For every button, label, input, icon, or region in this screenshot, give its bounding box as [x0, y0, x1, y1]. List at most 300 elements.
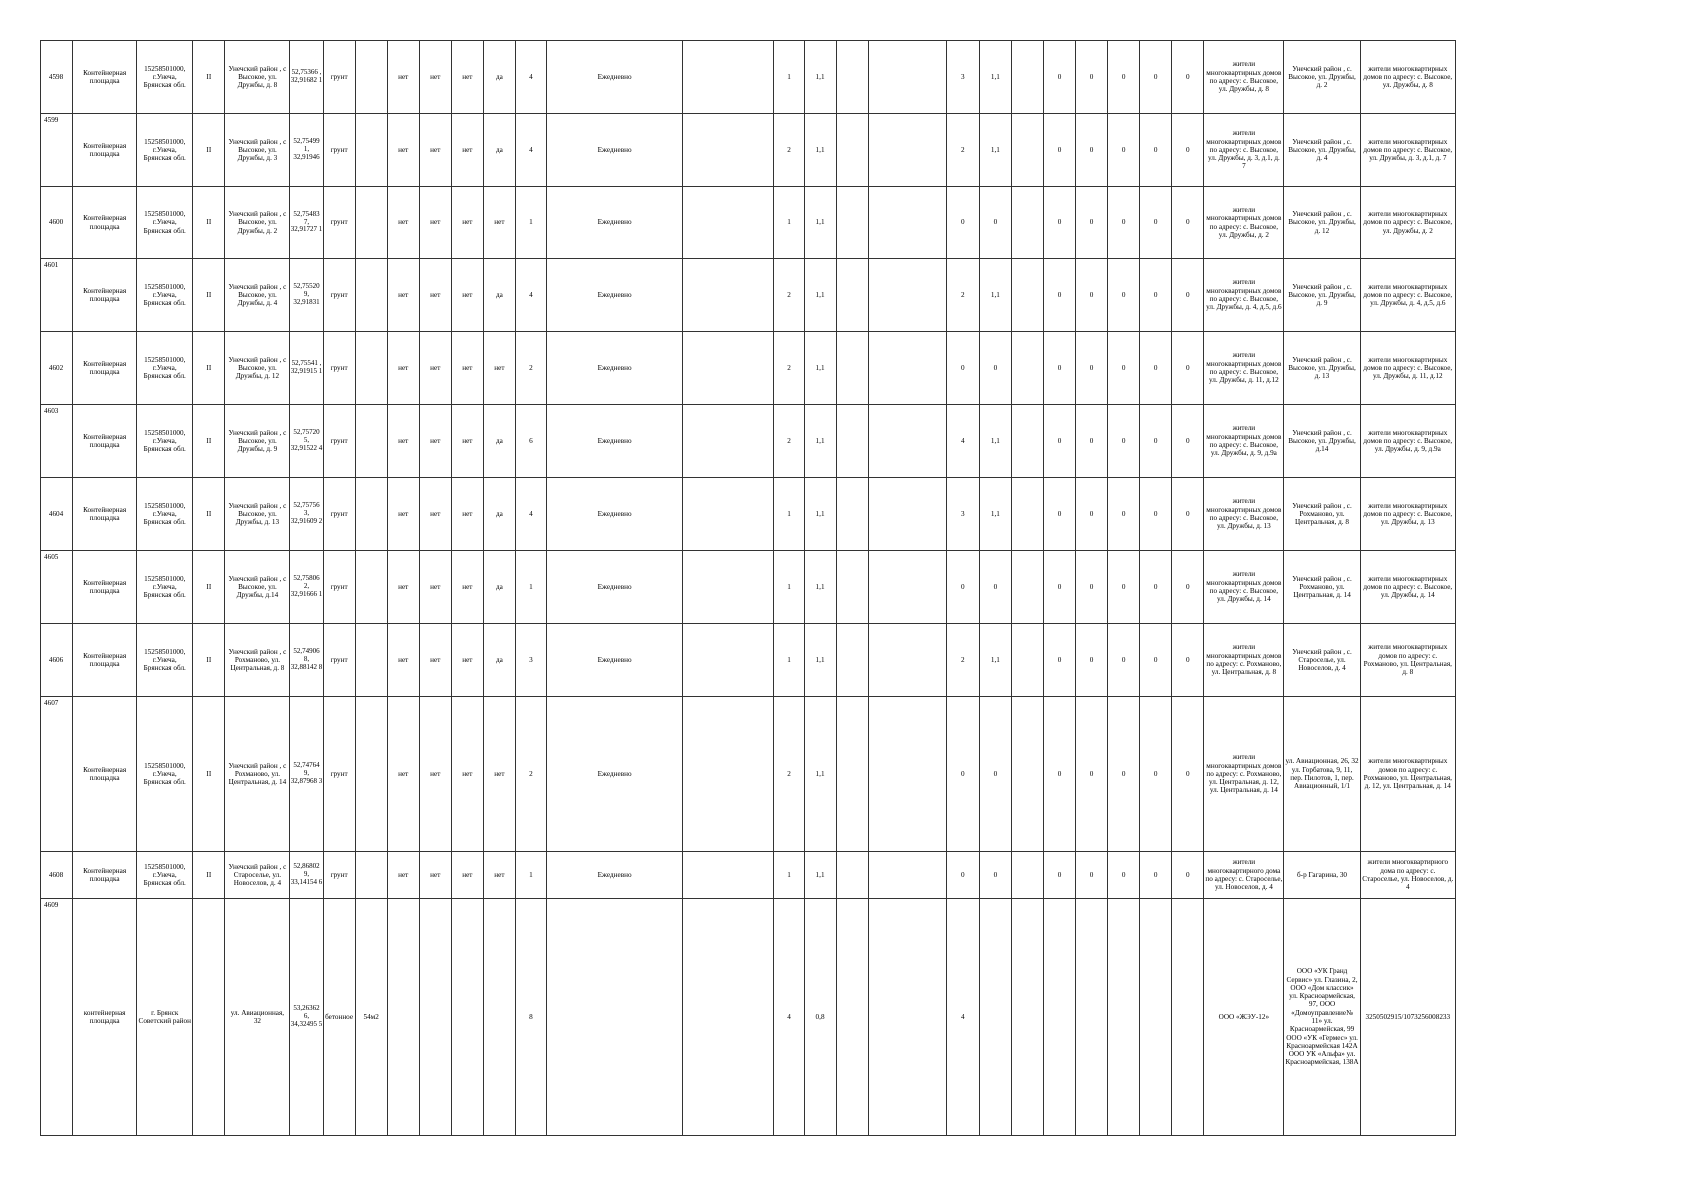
count-a: 0	[1043, 41, 1075, 114]
container-count: 6	[515, 405, 546, 478]
count-c: 0	[1108, 852, 1140, 899]
volume-2: 1,1	[979, 405, 1011, 478]
empty-cell	[1011, 332, 1043, 405]
site-address: Унечский район , с Рохманово, ул. Центральная, д. 8	[225, 624, 290, 697]
surface-type: грунт	[323, 332, 355, 405]
hazard-class: II	[193, 852, 225, 899]
empty-cell	[1011, 405, 1043, 478]
flag-2: нет	[419, 852, 451, 899]
site-address: Унечский район , с Высокое, ул. Дружбы, д. 12	[225, 332, 290, 405]
containers-qty-1: 1	[774, 478, 804, 551]
waste-sources: жители многоквартирных домов по адресу: с. Высокое, ул. Дружбы, д. 9, д.9а	[1360, 405, 1455, 478]
count-d: 0	[1140, 41, 1172, 114]
owner-info: жители многоквартирных домов по адресу: с. Высокое, ул. Дружбы, д. 9, д.9а	[1204, 405, 1284, 478]
containers-qty-1: 1	[774, 41, 804, 114]
site-type: Контейнерная площадка	[73, 114, 137, 187]
site-type: Контейнерная площадка	[73, 697, 137, 852]
count-c: 0	[1108, 697, 1140, 852]
empty-cell	[683, 41, 774, 114]
empty-cell	[683, 259, 774, 332]
surface-type: грунт	[323, 478, 355, 551]
flag-2: нет	[419, 551, 451, 624]
row-number: 4598	[41, 41, 73, 114]
coordinates: 53,26362 6, 34,32495 5	[290, 899, 323, 1136]
table-row	[41, 187, 1456, 259]
volume-2: 1,1	[979, 41, 1011, 114]
count-c: 0	[1108, 478, 1140, 551]
table-row	[41, 852, 1456, 899]
count-b: 0	[1076, 478, 1108, 551]
okato-location: 15258501000, г.Унеча, Брянская обл.	[137, 697, 193, 852]
schedule	[546, 899, 682, 1136]
site-type: Контейнерная площадка	[73, 852, 137, 899]
owner-info: жители многоквартирных домов по адресу: с. Высокое, ул. Дружбы, д. 11, д.12	[1204, 332, 1284, 405]
schedule: Ежедневно	[546, 259, 682, 332]
okato-location: 15258501000, г.Унеча, Брянская обл.	[137, 624, 193, 697]
hazard-class: II	[193, 332, 225, 405]
schedule: Ежедневно	[546, 551, 682, 624]
count-b: 0	[1076, 187, 1108, 259]
count-a: 0	[1043, 624, 1075, 697]
volume-2: 0	[979, 852, 1011, 899]
count-e	[1172, 899, 1204, 1136]
owner-info: жители многоквартирных домов по адресу: с. Высокое, ул. Дружбы, д. 14	[1204, 551, 1284, 624]
site-address: Унечский район , с Рохманово, ул. Центральная, д. 14	[225, 697, 290, 852]
containers-qty-1: 4	[774, 899, 804, 1136]
empty-cell	[836, 624, 868, 697]
count-e: 0	[1172, 551, 1204, 624]
row-number: 4605	[41, 551, 73, 624]
owner-address: Унечский район , с. Высокое, ул. Дружбы, д.14	[1284, 405, 1360, 478]
waste-sources: жители многоквартирных домов по адресу: с. Высокое, ул. Дружбы, д. 13	[1360, 478, 1455, 551]
coordinates: 52,75520 9, 32,91831	[290, 259, 323, 332]
table-row	[41, 332, 1456, 405]
schedule: Ежедневно	[546, 405, 682, 478]
coordinates: 52,75756 3, 32,91609 2	[290, 478, 323, 551]
containers-qty-1: 1	[774, 187, 804, 259]
flag-1: нет	[387, 114, 419, 187]
coordinates: 52,86802 9, 33,14154 6	[290, 852, 323, 899]
site-area	[355, 551, 387, 624]
empty-cell	[1011, 551, 1043, 624]
empty-cell	[683, 899, 774, 1136]
container-count: 8	[515, 899, 546, 1136]
row-number: 4609	[41, 899, 73, 1136]
hazard-class	[193, 899, 225, 1136]
empty-cell	[836, 187, 868, 259]
flag-4: нет	[483, 187, 515, 259]
count-d: 0	[1140, 187, 1172, 259]
count-d: 0	[1140, 624, 1172, 697]
hazard-class: II	[193, 478, 225, 551]
row-number: 4608	[41, 852, 73, 899]
site-area	[355, 624, 387, 697]
flag-1: нет	[387, 624, 419, 697]
table-row	[41, 697, 1456, 852]
empty-cell	[683, 551, 774, 624]
count-d: 0	[1140, 114, 1172, 187]
waste-sources: жители многоквартирных домов по адресу: с. Высокое, ул. Дружбы, д. 2	[1360, 187, 1455, 259]
count-c: 0	[1108, 259, 1140, 332]
empty-cell	[836, 332, 868, 405]
surface-type: грунт	[323, 697, 355, 852]
container-count: 4	[515, 259, 546, 332]
count-d: 0	[1140, 551, 1172, 624]
schedule: Ежедневно	[546, 697, 682, 852]
flag-4: да	[483, 41, 515, 114]
count-c: 0	[1108, 187, 1140, 259]
container-count: 3	[515, 624, 546, 697]
flag-4: да	[483, 624, 515, 697]
surface-type: грунт	[323, 551, 355, 624]
volume-2: 0	[979, 697, 1011, 852]
containers-qty-1: 2	[774, 697, 804, 852]
count-a	[1043, 899, 1075, 1136]
container-count: 4	[515, 41, 546, 114]
count-e: 0	[1172, 478, 1204, 551]
hazard-class: II	[193, 405, 225, 478]
table-row	[41, 41, 1456, 114]
count-e: 0	[1172, 697, 1204, 852]
count-b: 0	[1076, 551, 1108, 624]
empty-cell	[868, 899, 946, 1136]
container-count: 2	[515, 697, 546, 852]
flag-1: нет	[387, 852, 419, 899]
empty-cell	[1011, 41, 1043, 114]
row-number: 4602	[41, 332, 73, 405]
waste-sources: жители многоквартирных домов по адресу: с. Высокое, ул. Дружбы, д. 11, д.12	[1360, 332, 1455, 405]
containers-qty-1: 2	[774, 332, 804, 405]
count-b: 0	[1076, 259, 1108, 332]
hazard-class: II	[193, 551, 225, 624]
surface-type: грунт	[323, 624, 355, 697]
count-a: 0	[1043, 332, 1075, 405]
count-c: 0	[1108, 624, 1140, 697]
owner-info: жители многоквартирных домов по адресу: с. Рохманово, ул. Центральная, д. 12, ул. Центральная, д. 14	[1204, 697, 1284, 852]
empty-cell	[868, 114, 946, 187]
empty-cell	[868, 187, 946, 259]
empty-cell	[683, 405, 774, 478]
site-type: Контейнерная площадка	[73, 405, 137, 478]
container-count: 2	[515, 332, 546, 405]
waste-sources: жители многоквартирных домов по адресу: с. Высокое, ул. Дружбы, д. 3, д.1, д. 7	[1360, 114, 1455, 187]
table-row	[41, 624, 1456, 697]
hazard-class: II	[193, 114, 225, 187]
row-number: 4607	[41, 697, 73, 852]
volume-1: 1,1	[804, 697, 836, 852]
empty-cell	[836, 551, 868, 624]
empty-cell	[836, 259, 868, 332]
count-b	[1076, 899, 1108, 1136]
schedule: Ежедневно	[546, 624, 682, 697]
site-area	[355, 187, 387, 259]
volume-1: 1,1	[804, 478, 836, 551]
flag-4: да	[483, 551, 515, 624]
containers-qty-2: 4	[946, 405, 979, 478]
okato-location: 15258501000, г.Унеча, Брянская обл.	[137, 41, 193, 114]
flag-4: нет	[483, 332, 515, 405]
flag-2: нет	[419, 478, 451, 551]
owner-address: Унечский район , с. Высокое, ул. Дружбы, д. 4	[1284, 114, 1360, 187]
owner-address: Унечский район , с. Рохманово, ул. Центральная, д. 14	[1284, 551, 1360, 624]
owner-info: жители многоквартирных домов по адресу: с. Высокое, ул. Дружбы, д. 8	[1204, 41, 1284, 114]
count-c: 0	[1108, 114, 1140, 187]
flag-1: нет	[387, 41, 419, 114]
hazard-class: II	[193, 697, 225, 852]
owner-info: жители многоквартирных домов по адресу: с. Высокое, ул. Дружбы, д. 4, д.5, д.6	[1204, 259, 1284, 332]
table-row	[41, 478, 1456, 551]
site-address: ул. Авиационная, 32	[225, 899, 290, 1136]
flag-4	[483, 899, 515, 1136]
count-d: 0	[1140, 405, 1172, 478]
site-area	[355, 405, 387, 478]
register-body	[41, 41, 1456, 1136]
volume-2	[979, 899, 1011, 1136]
surface-type: грунт	[323, 41, 355, 114]
okato-location: 15258501000, г.Унеча, Брянская обл.	[137, 551, 193, 624]
flag-1: нет	[387, 478, 419, 551]
table-row	[41, 551, 1456, 624]
okato-location: 15258501000, г.Унеча, Брянская обл.	[137, 259, 193, 332]
surface-type: бетонное	[323, 899, 355, 1136]
table-row	[41, 114, 1456, 187]
surface-type: грунт	[323, 114, 355, 187]
row-number: 4603	[41, 405, 73, 478]
count-d: 0	[1140, 478, 1172, 551]
count-a: 0	[1043, 852, 1075, 899]
row-number: 4600	[41, 187, 73, 259]
empty-cell	[868, 852, 946, 899]
count-e: 0	[1172, 41, 1204, 114]
site-type: контейнерная площадка	[73, 899, 137, 1136]
owner-address: Унечский район , с. Рохманово, ул. Центральная, д. 8	[1284, 478, 1360, 551]
schedule: Ежедневно	[546, 478, 682, 551]
owner-address: Унечский район , с. Высокое, ул. Дружбы, д. 13	[1284, 332, 1360, 405]
count-e: 0	[1172, 114, 1204, 187]
empty-cell	[683, 624, 774, 697]
site-type: Контейнерная площадка	[73, 551, 137, 624]
coordinates: 52,74906 8, 32,88142 8	[290, 624, 323, 697]
containers-qty-1: 1	[774, 624, 804, 697]
hazard-class: II	[193, 187, 225, 259]
flag-2: нет	[419, 624, 451, 697]
site-address: Унечский район , с Старосельe, ул. Новоселов, д. 4	[225, 852, 290, 899]
register-table	[40, 40, 1456, 1136]
okato-location: 15258501000, г.Унеча, Брянская обл.	[137, 852, 193, 899]
empty-cell	[1011, 187, 1043, 259]
site-type: Контейнерная площадка	[73, 624, 137, 697]
containers-qty-2: 0	[946, 551, 979, 624]
containers-qty-1: 1	[774, 551, 804, 624]
empty-cell	[836, 405, 868, 478]
empty-cell	[683, 852, 774, 899]
empty-cell	[1011, 852, 1043, 899]
owner-info: жители многоквартирных домов по адресу: с. Высокое, ул. Дружбы, д. 3, д.1, д. 7	[1204, 114, 1284, 187]
site-address: Унечский район , с Высокое, ул. Дружбы, д. 8	[225, 41, 290, 114]
empty-cell	[683, 697, 774, 852]
count-d: 0	[1140, 259, 1172, 332]
empty-cell	[683, 332, 774, 405]
count-a: 0	[1043, 697, 1075, 852]
owner-address: ООО «УК Гранд Сервис» ул. Глазина, 2, ООО «Дом классик» ул. Красноармейская, 97, ООО «Домоуправление№ 11» ул. Красноармейская, 99 ООО «УК «Гермес» ул. Красноармейская 142А ООО УК «Альфа» ул. Красноармейская, 138А	[1284, 899, 1360, 1136]
flag-3: нет	[451, 332, 483, 405]
flag-4: нет	[483, 697, 515, 852]
empty-cell	[868, 478, 946, 551]
volume-1: 1,1	[804, 332, 836, 405]
flag-3: нет	[451, 551, 483, 624]
okato-location: 15258501000, г.Унеча, Брянская обл.	[137, 187, 193, 259]
flag-3: нет	[451, 405, 483, 478]
count-c: 0	[1108, 551, 1140, 624]
containers-qty-1: 2	[774, 259, 804, 332]
site-address: Унечский район , с Высокое, ул. Дружбы, д. 2	[225, 187, 290, 259]
volume-2: 1,1	[979, 624, 1011, 697]
site-type: Контейнерная площадка	[73, 332, 137, 405]
empty-cell	[836, 41, 868, 114]
container-count: 1	[515, 187, 546, 259]
waste-sources: жители многоквартирного дома по адресу: с. Старосельe, ул. Новоселов, д. 4	[1360, 852, 1455, 899]
site-type: Контейнерная площадка	[73, 41, 137, 114]
owner-address: Унечский район , с. Высокое, ул. Дружбы, д. 9	[1284, 259, 1360, 332]
owner-info: жители многоквартирных домов по адресу: с. Рохманово, ул. Центральная, д. 8	[1204, 624, 1284, 697]
flag-3: нет	[451, 624, 483, 697]
count-e: 0	[1172, 332, 1204, 405]
empty-cell	[683, 114, 774, 187]
schedule: Ежедневно	[546, 41, 682, 114]
count-e: 0	[1172, 405, 1204, 478]
coordinates: 52,75720 5, 32,91522 4	[290, 405, 323, 478]
count-c	[1108, 899, 1140, 1136]
site-address: Унечский район , с Высокое, ул. Дружбы, д. 13	[225, 478, 290, 551]
site-type: Контейнерная площадка	[73, 187, 137, 259]
containers-qty-2: 0	[946, 332, 979, 405]
table-row	[41, 259, 1456, 332]
owner-address: Унечский район , с. Высокое, ул. Дружбы, д. 12	[1284, 187, 1360, 259]
empty-cell	[683, 187, 774, 259]
flag-2: нет	[419, 41, 451, 114]
count-a: 0	[1043, 187, 1075, 259]
container-count: 1	[515, 551, 546, 624]
containers-qty-1: 1	[774, 852, 804, 899]
volume-2: 1,1	[979, 259, 1011, 332]
flag-4: да	[483, 259, 515, 332]
waste-sources: 3250502915/1073256008233	[1360, 899, 1455, 1136]
site-area	[355, 114, 387, 187]
hazard-class: II	[193, 41, 225, 114]
volume-2: 0	[979, 551, 1011, 624]
empty-cell	[836, 114, 868, 187]
surface-type: грунт	[323, 259, 355, 332]
okato-location: 15258501000, г.Унеча, Брянская обл.	[137, 114, 193, 187]
volume-1: 0,8	[804, 899, 836, 1136]
empty-cell	[868, 405, 946, 478]
count-e: 0	[1172, 624, 1204, 697]
flag-3: нет	[451, 478, 483, 551]
count-a: 0	[1043, 551, 1075, 624]
surface-type: грунт	[323, 852, 355, 899]
site-area	[355, 478, 387, 551]
empty-cell	[1011, 697, 1043, 852]
flag-3: нет	[451, 187, 483, 259]
flag-2: нет	[419, 697, 451, 852]
surface-type: грунт	[323, 187, 355, 259]
site-address: Унечский район , с Высокое, ул. Дружбы, д. 9	[225, 405, 290, 478]
site-address: Унечский район , с Высокое, ул. Дружбы, д.14	[225, 551, 290, 624]
volume-1: 1,1	[804, 624, 836, 697]
containers-qty-2: 3	[946, 478, 979, 551]
empty-cell	[868, 551, 946, 624]
empty-cell	[868, 41, 946, 114]
schedule: Ежедневно	[546, 114, 682, 187]
owner-address: б-р Гагарина, 30	[1284, 852, 1360, 899]
volume-1: 1,1	[804, 114, 836, 187]
containers-qty-2: 4	[946, 899, 979, 1136]
coordinates: 52,75483 7, 32,91727 1	[290, 187, 323, 259]
flag-4: да	[483, 405, 515, 478]
flag-1: нет	[387, 187, 419, 259]
hazard-class: II	[193, 259, 225, 332]
owner-info: жители многоквартирных домов по адресу: с. Высокое, ул. Дружбы, д. 13	[1204, 478, 1284, 551]
empty-cell	[1011, 624, 1043, 697]
empty-cell	[1011, 899, 1043, 1136]
site-area: 54м2	[355, 899, 387, 1136]
coordinates: 52,75499 1, 32,91946	[290, 114, 323, 187]
row-number: 4604	[41, 478, 73, 551]
row-number: 4599	[41, 114, 73, 187]
empty-cell	[1011, 478, 1043, 551]
flag-4: да	[483, 478, 515, 551]
table-row	[41, 899, 1456, 1136]
waste-sources: жители многоквартирных домов по адресу: с. Высокое, ул. Дружбы, д. 4, д.5, д.6	[1360, 259, 1455, 332]
waste-sources: жители многоквартирных домов по адресу: с. Рохманово, ул. Центральная, д. 12, ул. Центральная, д. 14	[1360, 697, 1455, 852]
empty-cell	[836, 852, 868, 899]
coordinates: 52,74764 9, 32,87968 3	[290, 697, 323, 852]
container-count: 4	[515, 478, 546, 551]
count-c: 0	[1108, 41, 1140, 114]
flag-2: нет	[419, 259, 451, 332]
containers-qty-1: 2	[774, 114, 804, 187]
schedule: Ежедневно	[546, 332, 682, 405]
flag-1: нет	[387, 405, 419, 478]
containers-qty-2: 2	[946, 259, 979, 332]
count-b: 0	[1076, 624, 1108, 697]
flag-1: нет	[387, 697, 419, 852]
flag-1: нет	[387, 551, 419, 624]
count-e: 0	[1172, 259, 1204, 332]
volume-2: 1,1	[979, 114, 1011, 187]
row-number: 4606	[41, 624, 73, 697]
owner-address: ул. Авиационная, 26, 32 ул. Горбатова, 9, 11, пер. Пилотов, 1, пер. Авиационный, 1/1	[1284, 697, 1360, 852]
empty-cell	[868, 624, 946, 697]
volume-1: 1,1	[804, 41, 836, 114]
count-b: 0	[1076, 852, 1108, 899]
flag-2: нет	[419, 405, 451, 478]
container-count: 4	[515, 114, 546, 187]
flag-2: нет	[419, 114, 451, 187]
count-e: 0	[1172, 852, 1204, 899]
flag-3: нет	[451, 852, 483, 899]
owner-info: жители многоквартирных домов по адресу: с. Высокое, ул. Дружбы, д. 2	[1204, 187, 1284, 259]
site-area	[355, 332, 387, 405]
site-area	[355, 697, 387, 852]
container-count: 1	[515, 852, 546, 899]
empty-cell	[868, 332, 946, 405]
empty-cell	[1011, 114, 1043, 187]
count-d: 0	[1140, 332, 1172, 405]
flag-2: нет	[419, 187, 451, 259]
coordinates: 52,75541 , 32,91915 1	[290, 332, 323, 405]
count-c: 0	[1108, 332, 1140, 405]
